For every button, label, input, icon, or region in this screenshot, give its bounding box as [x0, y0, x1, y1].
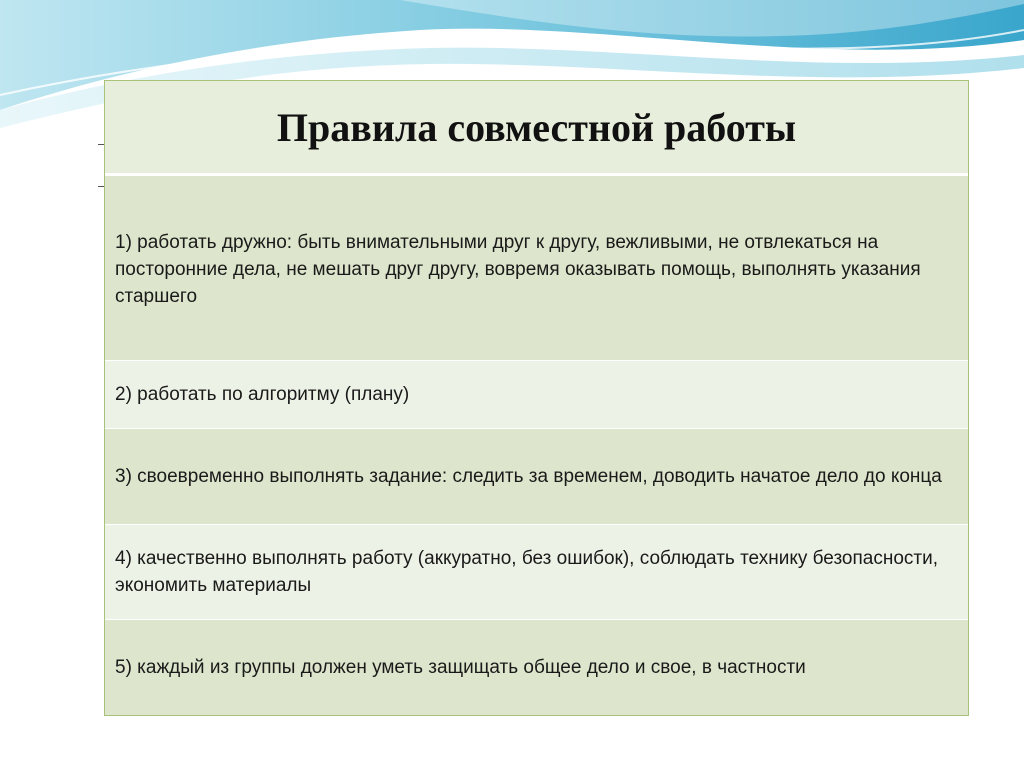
- rule-text: 2) работать по алгоритму (плану): [115, 384, 410, 405]
- rule-text: 4) качественно выполнять работу (аккуратно, без ошибок), соблюдать технику безопасности, экономить материалы: [115, 548, 939, 596]
- slide-title: Правила совместной работы: [276, 104, 797, 150]
- rule-text: 1) работать дружно: быть внимательными друг к другу, вежливыми, не отвлекаться на посторонние дела, не мешать друг другу, вовремя оказывать помощь, выполнять указания старшего: [115, 232, 921, 307]
- rule-row: [105, 620, 968, 715]
- rule-row: [105, 361, 968, 429]
- rule-text: 3) своевременно выполнять задание: следить за временем, доводить начатое дело до конца: [115, 466, 942, 487]
- rule-row: [105, 429, 968, 525]
- rule-row: [105, 176, 968, 361]
- rule-text: 5) каждый из группы должен уметь защищать общее дело и свое, в частности: [115, 657, 806, 678]
- rule-row: [105, 525, 968, 620]
- rules-table: [104, 80, 969, 716]
- table-header: [105, 81, 968, 176]
